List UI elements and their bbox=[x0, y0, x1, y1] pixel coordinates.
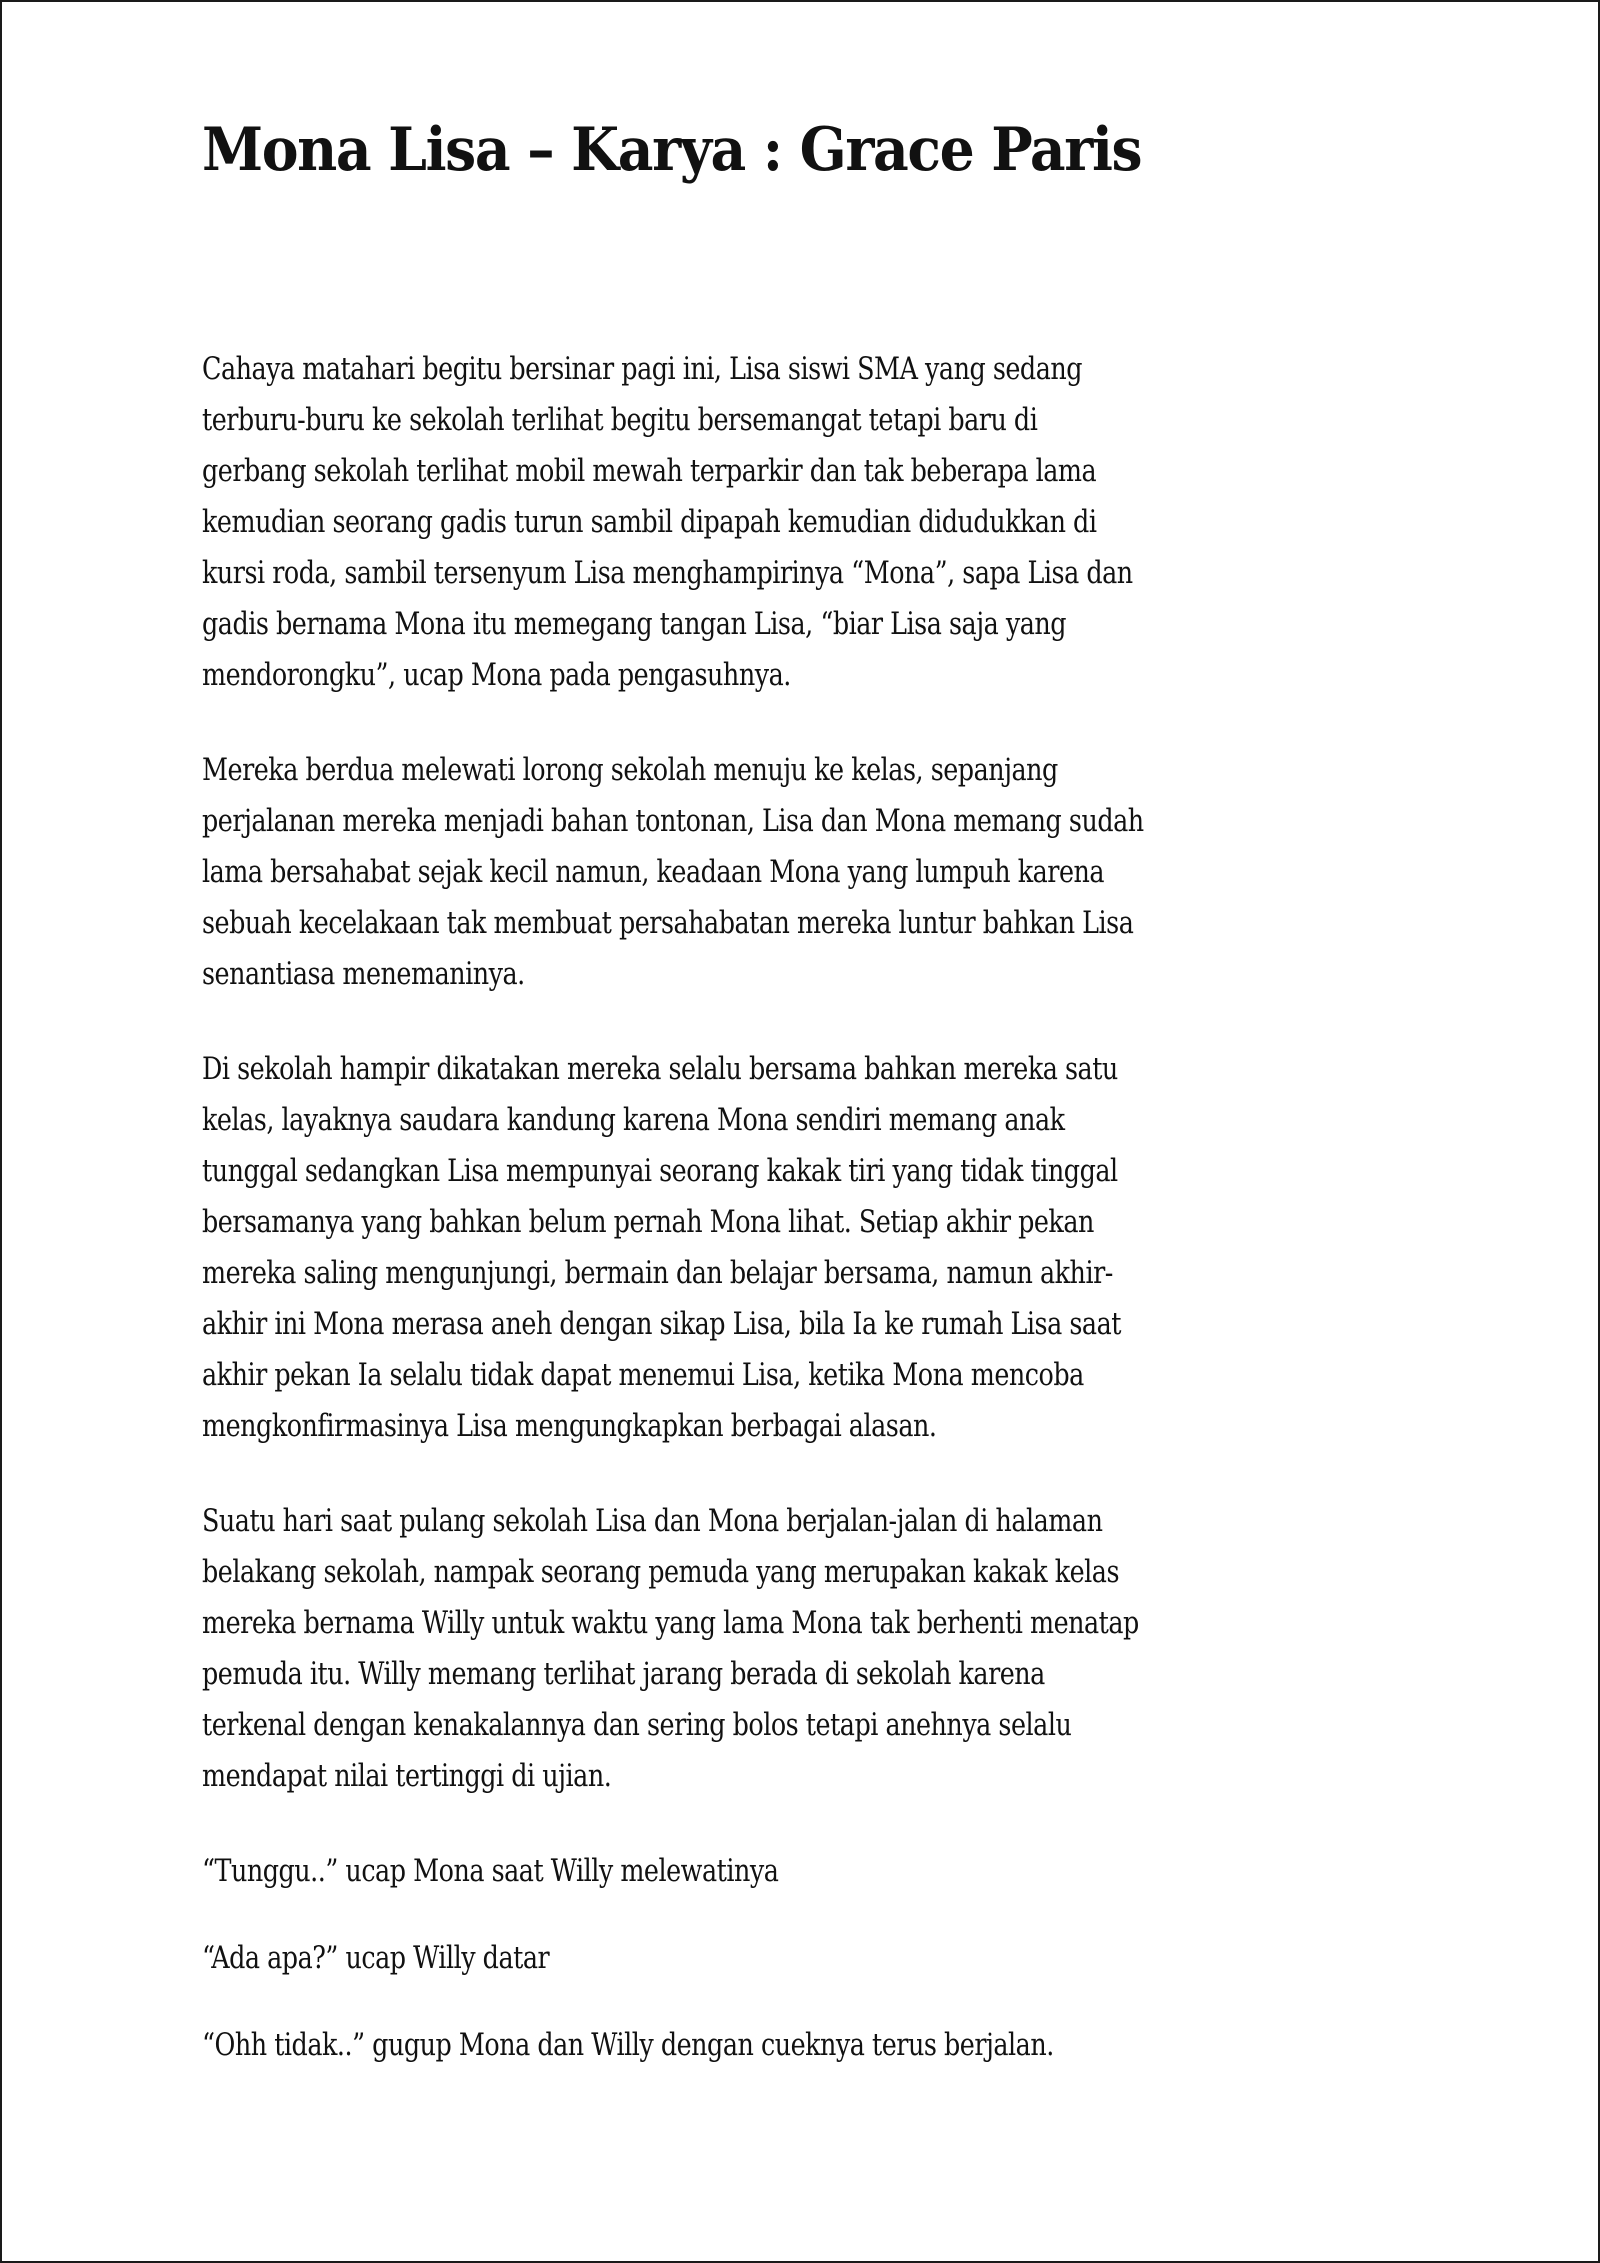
paragraph-2 bbox=[202, 745, 1600, 1000]
text-line: bersamanya yang bahkan belum pernah Mona lihat. Setiap akhir pekan bbox=[202, 1204, 1094, 1240]
text-line: mereka bernama Willy untuk waktu yang lama Mona tak berhenti menatap bbox=[202, 1605, 1139, 1641]
text-line: lama bersahabat sejak kecil namun, keadaan Mona yang lumpuh karena bbox=[202, 854, 1105, 890]
text-line: Mereka berdua melewati lorong sekolah menuju ke kelas, sepanjang bbox=[202, 752, 1058, 788]
text-line: akhir ini Mona merasa aneh dengan sikap Lisa, bila Ia ke rumah Lisa saat bbox=[202, 1306, 1121, 1342]
text-line: tunggal sedangkan Lisa mempunyai seorang kakak tiri yang tidak tinggal bbox=[202, 1153, 1118, 1189]
text-line: perjalanan mereka menjadi bahan tontonan, Lisa dan Mona memang sudah bbox=[202, 803, 1144, 839]
text-line: mengkonfirmasinya Lisa mengungkapkan berbagai alasan. bbox=[202, 1408, 937, 1444]
text-line: kemudian seorang gadis turun sambil dipapah kemudian didudukkan di bbox=[202, 504, 1097, 540]
text-line: terburu-buru ke sekolah terlihat begitu bersemangat tetapi baru di bbox=[202, 402, 1038, 438]
text-line: sebuah kecelakaan tak membuat persahabatan mereka luntur bahkan Lisa bbox=[202, 905, 1134, 941]
text-line: pemuda itu. Willy memang terlihat jarang berada di sekolah karena bbox=[202, 1656, 1045, 1692]
text-line: Suatu hari saat pulang sekolah Lisa dan Mona berjalan-jalan di halaman bbox=[202, 1503, 1103, 1539]
text-line: terkenal dengan kenakalannya dan sering bolos tetapi anehnya selalu bbox=[202, 1707, 1072, 1743]
text-line: belakang sekolah, nampak seorang pemuda yang merupakan kakak kelas bbox=[202, 1554, 1120, 1590]
text-line: “Tunggu..” ucap Mona saat Willy melewatinya bbox=[202, 1853, 779, 1889]
document-title: Mona Lisa – Karya : Grace Paris bbox=[202, 115, 1142, 185]
dialogue-line-3 bbox=[202, 2020, 1600, 2071]
text-line: gadis bernama Mona itu memegang tangan Lisa, “biar Lisa saja yang bbox=[202, 606, 1067, 642]
paragraph-4 bbox=[202, 1496, 1600, 1802]
paragraph-3 bbox=[202, 1044, 1600, 1452]
dialogue-line-1 bbox=[202, 1846, 1600, 1897]
text-line: Cahaya matahari begitu bersinar pagi ini, Lisa siswi SMA yang sedang bbox=[202, 351, 1083, 387]
text-line: gerbang sekolah terlihat mobil mewah terparkir dan tak beberapa lama bbox=[202, 453, 1097, 489]
paragraph-1 bbox=[202, 344, 1600, 701]
text-line: mendorongku”, ucap Mona pada pengasuhnya. bbox=[202, 657, 791, 693]
text-line: “Ohh tidak..” gugup Mona dan Willy dengan cueknya terus berjalan. bbox=[202, 2027, 1054, 2063]
text-line: mereka saling mengunjungi, bermain dan belajar bersama, namun akhir- bbox=[202, 1255, 1113, 1291]
text-line: kelas, layaknya saudara kandung karena Mona sendiri memang anak bbox=[202, 1102, 1065, 1138]
dialogue-line-2 bbox=[202, 1933, 1600, 1984]
text-line: Di sekolah hampir dikatakan mereka selalu bersama bahkan mereka satu bbox=[202, 1051, 1118, 1087]
text-line: akhir pekan Ia selalu tidak dapat menemui Lisa, ketika Mona mencoba bbox=[202, 1357, 1084, 1393]
text-line: mendapat nilai tertinggi di ujian. bbox=[202, 1758, 612, 1794]
document-body bbox=[202, 344, 1600, 2107]
text-line: kursi roda, sambil tersenyum Lisa menghampirinya “Mona”, sapa Lisa dan bbox=[202, 555, 1133, 591]
text-line: senantiasa menemaninya. bbox=[202, 956, 525, 992]
text-line: “Ada apa?” ucap Willy datar bbox=[202, 1940, 550, 1976]
